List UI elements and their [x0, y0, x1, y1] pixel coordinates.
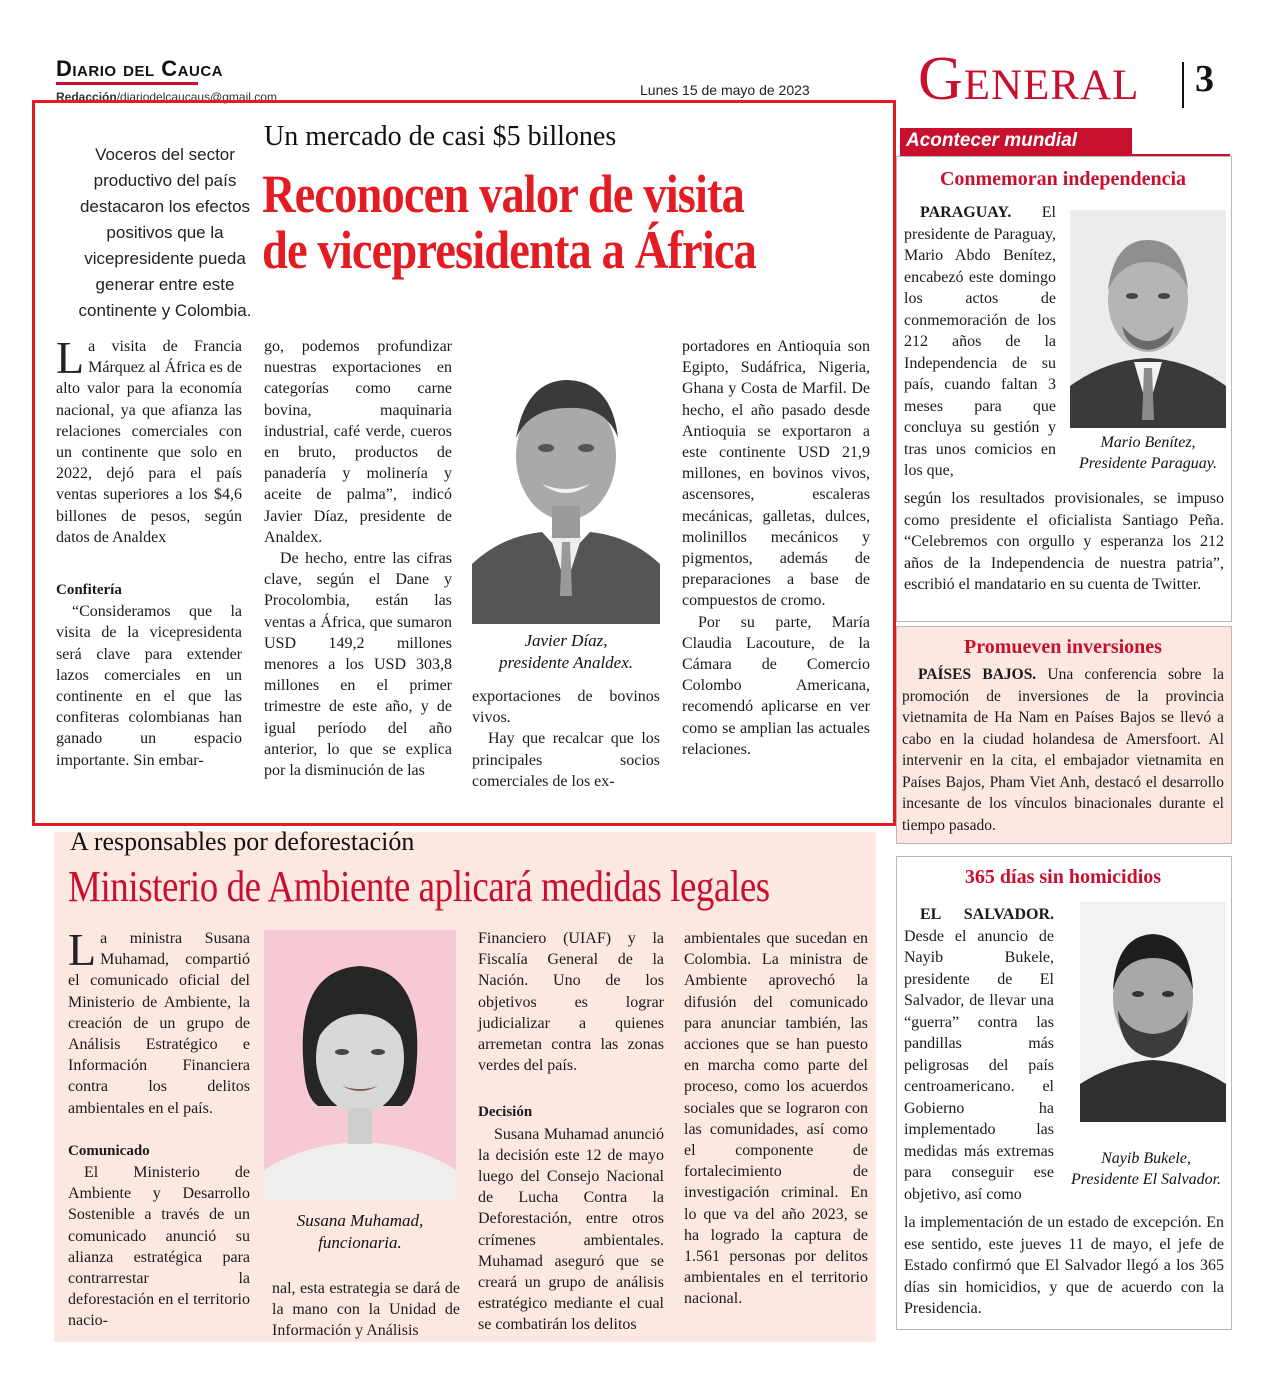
newspaper-name: Diario del Cauca — [56, 56, 223, 81]
caption-line-1: Susana Muhamad, — [296, 1211, 424, 1230]
caption-line-1: Mario Benítez, — [1100, 434, 1196, 451]
subhead-confiteria: Confitería — [56, 582, 122, 599]
top-column-3 — [472, 686, 660, 792]
col3-paragraph-2: Hay que recalcar que los principales socios comerciales de los ex- — [472, 730, 660, 790]
photo-susana-muhamad — [264, 930, 456, 1200]
bottom-col1-paragraph-2: El Ministerio de Ambiente y Desarrollo Sostenible a través de un comunicado anunció su alianza estratégica para contrarrestar la deforestación en el territorio nacio- — [68, 1164, 250, 1330]
section-separator — [1182, 62, 1184, 108]
photo-caption-susana-muhamad — [264, 1210, 456, 1254]
portrait-icon — [472, 336, 660, 624]
story-body-paraguay-2: según los resultados provisionales, se impuso como presidente el oficialista Santiago Peña. “Celebremos con orgullo y esperanza los 212 años de la Independencia de nuestra patria”, escribió el mandatario en su cuenta de Twitter. — [904, 490, 1224, 593]
story-title-el-salvador: 365 días sin homicidios — [964, 866, 1162, 888]
col2-paragraph-2: De hecho, entre las cifras clave, según el Dane y Procolombia, están las ventas a África, que sumaron USD 149,2 millones menores a los USD 303,8 millones en el primer trimestre de este año, y de igual período del año anterior, lo que se explica por la disminución de las — [264, 550, 452, 780]
photo-caption-nayib-bukele — [1062, 1148, 1230, 1190]
headline-line-1: Reconocen valor de visita — [262, 164, 744, 224]
caption-line-2: Presidente Paraguay. — [1078, 455, 1218, 472]
col1-paragraph-1: a visita de Francia Márquez al África es de alto valor para la economía nacional, ya que afianza las relaciones comerciales con un continente que solo en 2022, dejó para el país ventas superiores a los $4,6 billones de pesos, según datos de Analdex — [56, 338, 242, 546]
bottom-col3-paragraph-2: Susana Muhamad anunció la decisión este 12 de mayo luego del Consejo Nacional de Lucha Contra la Deforestación, entre otros crímenes ambientales. Muhamad aseguró que se creará un grupo de análisis estratégico mediante el cual se combatirán los delitos — [478, 1125, 664, 1334]
photo-caption-javier-diaz — [472, 630, 660, 674]
col1-paragraph-2: “Consideramos que la visita de la vicepresidenta será clave para extender lazos comerciales en un continente en el que las confiteras colombianas han ganado un espacio importante. Sin embar- — [56, 603, 242, 769]
caption-line-2: presidente Analdex. — [498, 653, 634, 672]
section-title: General — [918, 45, 1140, 113]
headline-line-2: de vicepresidenta a África — [262, 220, 756, 280]
col3-paragraph-1: exportaciones de bovinos vivos. — [472, 688, 660, 727]
photo-caption-mario-benitez — [1064, 432, 1232, 474]
portrait-icon — [1070, 210, 1226, 428]
masthead-rule — [56, 82, 198, 85]
sidebar-tag: Acontecer mundial — [900, 128, 1132, 154]
top-article-deck: Voceros del sector productivo del país destacaron los efectos positivos que la vicepresidente pueda generar entre este continente y Colombia. — [78, 145, 252, 320]
bottom-column-2 — [272, 1278, 460, 1342]
caption-line-1: Nayib Bukele, — [1101, 1150, 1191, 1167]
subhead-comunicado: Comunicado — [68, 1142, 150, 1159]
story-body-el-salvador-1: Desde el anuncio de Nayib Bukele, presidente de El Salvador, de llevar una “guerra” contra las pandillas más peligrosas del país centroamericano. el Gobierno ha implementado las medidas más extremas para conseguir ese objetivo, así como — [904, 927, 1054, 1203]
redaccion-email: /diariodelcaucaus@gmail.com — [116, 90, 277, 104]
story-body-paraguay-1: El presidente de Paraguay, Mario Abdo Benítez, encabezó este domingo los actos de conmemoración de los 212 años de la Independencia de su país, cuando faltan 3 meses para que concluya su gestión y tras unos comicios en los que, — [904, 204, 1056, 479]
dateline-el-salvador: EL SALVADOR. — [920, 906, 1054, 923]
portrait-icon — [264, 930, 456, 1200]
story-text-el-salvador-narrow — [904, 904, 1054, 1205]
bottom-col1-paragraph-1: a ministra Susana Muhamad, compartió el comunicado oficial del Ministerio de Ambiente, la creación de un grupo de Análisis Estratégico e Información Financiera contra los delitos ambientales en el país. — [68, 930, 250, 1117]
col4-paragraph-1: portadores en Antioquia son Egipto, Sudáfrica, Nigeria, Ghana y Costa de Marfil. De hecho, el año pasado desde Antioquia se exportaron a este continente USD 21,9 millones, en bovinos vivos, ascensores, escaleras mecánicas, galletas, dulces, molinillos mecánicos y pigmentos, además de preparaciones a base de compuestos de cromo. — [682, 338, 870, 610]
dropcap-bottom: L — [68, 924, 97, 975]
story-title-paraguay: Conmemoran independencia — [939, 168, 1187, 190]
bottom-column-1 — [68, 924, 250, 1332]
top-article-kicker: Un mercado de casi $5 billones — [264, 121, 617, 152]
top-column-2 — [264, 336, 452, 781]
caption-line-2: funcionaria. — [318, 1233, 402, 1252]
bottom-article-kicker: A responsables por deforestación — [70, 827, 415, 856]
dropcap: L — [56, 332, 85, 383]
story-text-el-salvador-wide — [904, 1212, 1224, 1320]
top-article-headline — [262, 166, 795, 278]
subhead-decision: Decisión — [478, 1104, 533, 1121]
col4-paragraph-2: Por su parte, María Claudia Lacouture, de la Cámara de Comercio Colombo Americana, recomendó aplicarse en ver como se amplian las actuales relaciones. — [682, 613, 870, 758]
caption-line-2: Presidente El Salvador. — [1070, 1171, 1222, 1188]
bottom-article-headline: Ministerio de Ambiente aplicará medidas legales — [68, 862, 770, 911]
bottom-column-3 — [478, 928, 664, 1336]
issue-date: Lunes 15 de mayo de 2023 — [640, 82, 810, 98]
photo-javier-diaz — [472, 336, 660, 624]
bottom-column-4 — [684, 928, 868, 1310]
top-column-4 — [682, 336, 870, 760]
page-number: 3 — [1195, 58, 1214, 100]
story-text-paraguay-narrow — [904, 202, 1056, 482]
dateline-paises-bajos: PAÍSES BAJOS. — [918, 666, 1037, 683]
bottom-col2-paragraph-1: nal, esta estrategia se dará de la mano con la Unidad de Información y Análisis — [272, 1280, 460, 1340]
caption-line-1: Javier Díaz, — [524, 631, 608, 650]
bottom-col3-paragraph-1: Financiero (UIAF) y la Fiscalía General de la Nación. Uno de los objetivos es lograr judicializar a quienes arremetan contra las zonas verdes del país. — [478, 930, 664, 1075]
photo-nayib-bukele — [1080, 902, 1226, 1122]
story-body-el-salvador-2: la implementación de un estado de excepción. En ese sentido, este jueves 11 de mayo, el jefe de Estado confirmó que El Salvador llegó a los 365 días sin homicidios, y que de acuerdo con la Presidencia. — [904, 1214, 1224, 1317]
story-text-paises-bajos — [902, 664, 1224, 836]
redaccion-label: Redacción — [56, 90, 117, 104]
portrait-icon — [1080, 902, 1226, 1122]
col2-paragraph-1: go, podemos profundizar nuestras exportaciones en categorías como carne bovina, maquinaria industrial, café verde, cueros en bruto, productos de panadería y molinería y aceite de palma”, indicó Javier Díaz, presidente de Analdex. — [264, 338, 452, 546]
story-text-paraguay-wide — [904, 488, 1224, 596]
photo-mario-benitez — [1070, 210, 1226, 428]
story-title-paises-bajos: Promueven inversiones — [964, 636, 1162, 658]
story-body-paises-bajos: Una conferencia sobre la promoción de inversiones de la provincia vietnamita de Ha Nam en Países Bajos se llevó a cabo en la ciudad holandesa de Amersfoort. Al intervenir en la cita, el embajador vietnamita en Países Bajos, Pham Viet Anh, destacó el desarrollo incesante de los vínculos binacionales durante el tiempo pasado. — [902, 666, 1224, 834]
dateline-paraguay: PARAGUAY. — [920, 204, 1012, 221]
bottom-col4-paragraph-1: ambientales que sucedan en Colombia. La ministra de Ambiente aprovechó la difusión del comunicado para anunciar también, las acciones que se han puesto en marcha como parte del proceso, como los acuerdos sociales que se lograron con las comunidades, así como el componente de fortalecimiento de investigación criminal. En lo que va del año 2023, se ha logrado la captura de 1.561 personas por delitos ambientales en el territorio nacional. — [684, 930, 868, 1308]
top-column-1 — [56, 332, 242, 771]
